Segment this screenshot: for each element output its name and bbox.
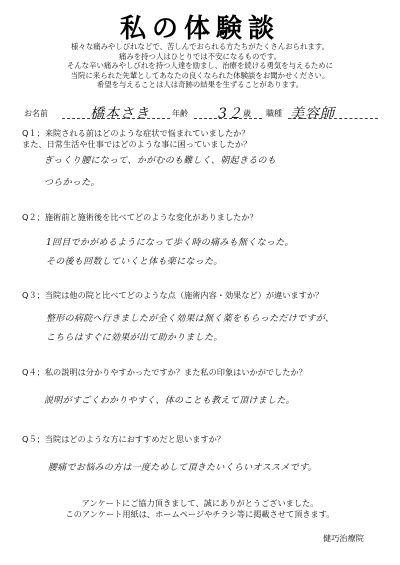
- answer-4: [44, 392, 295, 411]
- answer-line: 整形の病院へ行きましたが全く効果は無く薬をもらっただけですが、: [46, 314, 335, 324]
- question-2: [22, 212, 258, 223]
- age-label: 年齢: [172, 109, 188, 118]
- question-line: また、日常生活や仕事ではどのような事に困っていましたか？: [22, 139, 252, 149]
- job-underline: [288, 118, 378, 119]
- question-line: Q１；来院される前はどのような症状で悩まれていましたか？: [22, 128, 250, 138]
- intro-line: 様々な痛みやしびれなどで、苦しんでおられる方たちがたくさんおられます。: [71, 42, 329, 51]
- job-value: 美容師: [290, 106, 335, 122]
- name-underline: [62, 118, 170, 119]
- clinic-name: 健巧治療院: [323, 533, 364, 543]
- question-line: Q２；施術前と施術後を比べてどのような変化がありましたか？: [22, 212, 258, 222]
- answer-line: その後も回数していくと体も楽になった。: [46, 257, 223, 267]
- intro-text: [0, 42, 400, 90]
- job-label: 職種: [266, 109, 282, 118]
- intro-line: 希望を与えることは人は奇跡の結果を生ずることがあります。: [96, 80, 304, 90]
- name-label: お名前: [24, 109, 48, 118]
- answer-line: ぎっくり腰になって、かがむのも難しく、朝起きるのも: [44, 156, 277, 166]
- intro-line: 当院に来られた先輩としてあなたの良くなられた体験談をお聞かせください。: [70, 70, 330, 80]
- question-line: Q３；当院は他の院と比べてどのような点（施術内容・効果など）が違いますか？: [22, 290, 324, 300]
- question-3: [22, 290, 323, 301]
- answer-line: 腰痛でお悩みの方は一度ためして頂きたいくらいオススメです。: [48, 463, 317, 473]
- answer-line: つらかった。: [44, 178, 100, 188]
- age-value: 3２: [218, 106, 243, 122]
- question-line: Q４；私の説明は分かりやすかったですか？また私の印象はいかがでしたか？: [22, 367, 307, 377]
- answer-3: [46, 310, 334, 348]
- answer-line: こちらはすぐに効果が出て助かりました。: [46, 333, 223, 343]
- footer-line: アンケートにご協力頂きまして、誠にありがとうございました。: [81, 498, 319, 508]
- age-underline: [194, 118, 262, 119]
- footer-text: [0, 498, 400, 520]
- answer-5: [48, 459, 317, 478]
- answer-line: 説明がすごくわかりやすく、体のことも教えて頂けました。: [44, 396, 295, 406]
- footer-line: このアンケート用紙は、ホームページやチラシ等に掲載させて頂きます。: [65, 509, 335, 519]
- profile-row: [22, 104, 382, 120]
- age-unit: 歳: [243, 109, 251, 118]
- answer-line: 1回目でかがめるようになって歩く時の痛みも無くなった。: [46, 238, 294, 248]
- question-5: [22, 434, 225, 445]
- intro-line: 痛みを持つ人はひとりでは不安になるものです。: [118, 51, 281, 61]
- name-value: 橋本さき: [90, 106, 150, 122]
- intro-line: そんな辛い痛みやしびれを持つ人達を励まし、治療を続ける勇気を与えるために: [66, 61, 334, 71]
- answer-1: [44, 152, 276, 193]
- question-4: [22, 367, 307, 378]
- page-title: 私の体験談: [119, 14, 280, 44]
- question-1: [22, 128, 251, 150]
- question-line: Q５；当院はどのような方におすすめだと思いますか？: [22, 434, 226, 444]
- answer-2: [46, 234, 294, 272]
